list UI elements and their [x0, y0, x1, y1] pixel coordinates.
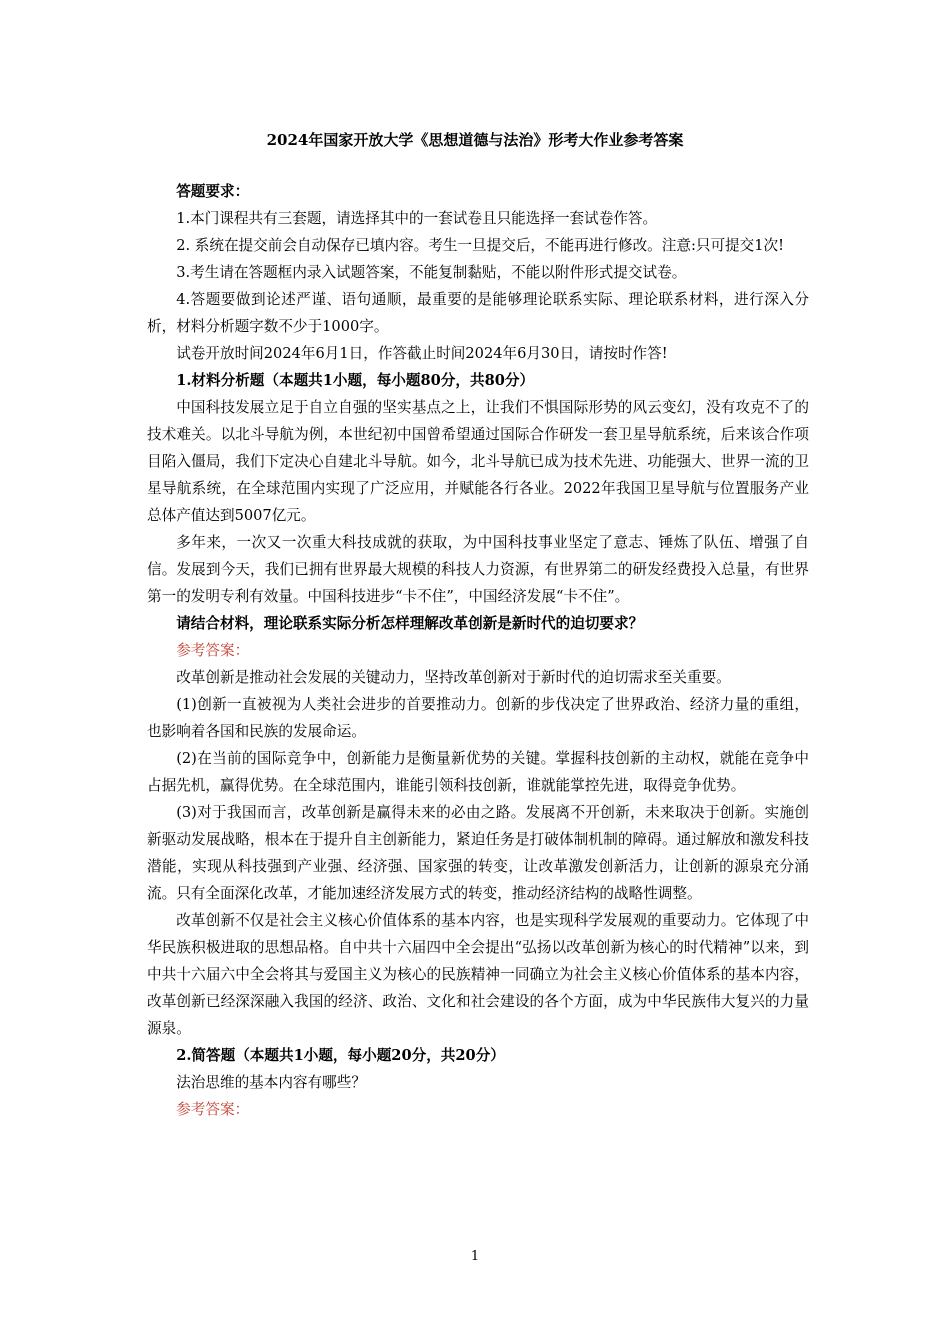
requirement-item: 1.本门课程共有三套题，请选择其中的一套试卷且只能选择一套试卷作答。 [176, 210, 658, 227]
q1-answer-label: 参考答案： [176, 642, 250, 659]
q1-answer-paragraph: 改革创新是推动社会发展的关键动力，坚持改革创新对于新时代的迫切需求至关重要。 [176, 669, 731, 686]
requirement-item: 3.考生请在答题框内录入试题答案，不能复制黏贴，不能以附件形式提交试卷。 [176, 264, 687, 281]
q1-question: 请结合材料，理论联系实际分析怎样理解改革创新是新时代的迫切要求？ [176, 615, 644, 632]
q2-answer-label: 参考答案： [176, 1101, 250, 1118]
requirements-heading: 答题要求： [176, 183, 250, 200]
requirement-item: 4.答题要做到论述严谨、语句通顺，最重要的是能够理论联系实际、理论联系材料，进行深入分析，材料分析题字数不少于1000字。 [147, 291, 809, 335]
document-title: 2024年国家开放大学《思想道德与法治》形考大作业参考答案 [266, 131, 684, 149]
q2-heading: 2.简答题（本题共1小题，每小题20分，共20分） [176, 1047, 505, 1064]
page-number: 1 [470, 1249, 480, 1264]
q1-answer-paragraph: (2)在当前的国际竞争中，创新能力是衡量新优势的关键。掌握科技创新的主动权，就能在竞争中占据先机，赢得优势。在全球范围内，谁能引领科技创新，谁就能掌控先进，取得竞争优势。 [147, 750, 809, 794]
q1-answer-paragraph: 改革创新不仅是社会主义核心价值体系的基本内容，也是实现科学发展观的重要动力。它体现了中华民族积极进取的思想品格。自中共十六届四中全会提出“弘扬以改革创新为核心的时代精神”以来，到中共十六届六中全会将其与爱国主义为核心的民族精神一同确立为社会主义核心价值体系的基本内容，改革创新已经深深融入我国的经济、政治、文化和社会建设的各个方面，成为中华民族伟大复兴的力量源泉。 [147, 912, 809, 1037]
requirement-item: 2. 系统在提交前会自动保存已填内容。考生一旦提交后，不能再进行修改。注意:只可提交1次! [176, 237, 784, 254]
exam-time-note: 试卷开放时间2024年6月1日，作答截止时间2024年6月30日，请按时作答! [176, 345, 668, 362]
q1-answer-paragraph: (1)创新一直被视为人类社会进步的首要推动力。创新的步伐决定了世界政治、经济力量的重组，也影响着各国和民族的发展命运。 [147, 696, 809, 740]
q1-heading: 1.材料分析题（本题共1小题，每小题80分，共80分） [176, 372, 535, 389]
q2-question: 法治思维的基本内容有哪些？ [176, 1074, 366, 1091]
q1-material-paragraph: 多年来，一次又一次重大科技成就的获取，为中国科技事业坚定了意志、锤炼了队伍、增强了自信。发展到今天，我们已拥有世界最大规模的科技人力资源，有世界第二的研发经费投入总量，有世界第一的发明专利有效量。中国科技进步“卡不住”，中国经济发展“卡不住”。 [147, 534, 809, 605]
document-body [147, 178, 809, 1123]
q1-material-paragraph: 中国科技发展立足于自立自强的坚实基点之上，让我们不惧国际形势的风云变幻，没有攻克不了的技术难关。以北斗导航为例，本世纪初中国曾希望通过国际合作研发一套卫星导航系统，后来该合作项目陷入僵局，我们下定决心自建北斗导航。如今，北斗导航已成为技术先进、功能强大、世界一流的卫星导航系统，在全球范围内实现了广泛应用，并赋能各行各业。2022年我国卫星导航与位置服务产业总体产值达到5007亿元。 [147, 399, 809, 524]
q1-answer-paragraph: (3)对于我国而言，改革创新是赢得未来的必由之路。发展离不开创新，未来取决于创新。实施创新驱动发展战略，根本在于提升自主创新能力，紧迫任务是打破体制机制的障碍。通过解放和激发科技潜能，实现从科技强到产业强、经济强、国家强的转变，让改革激发创新活力，让创新的源泉充分涌流。只有全面深化改革，才能加速经济发展方式的转变，推动经济结构的战略性调整。 [147, 804, 809, 902]
